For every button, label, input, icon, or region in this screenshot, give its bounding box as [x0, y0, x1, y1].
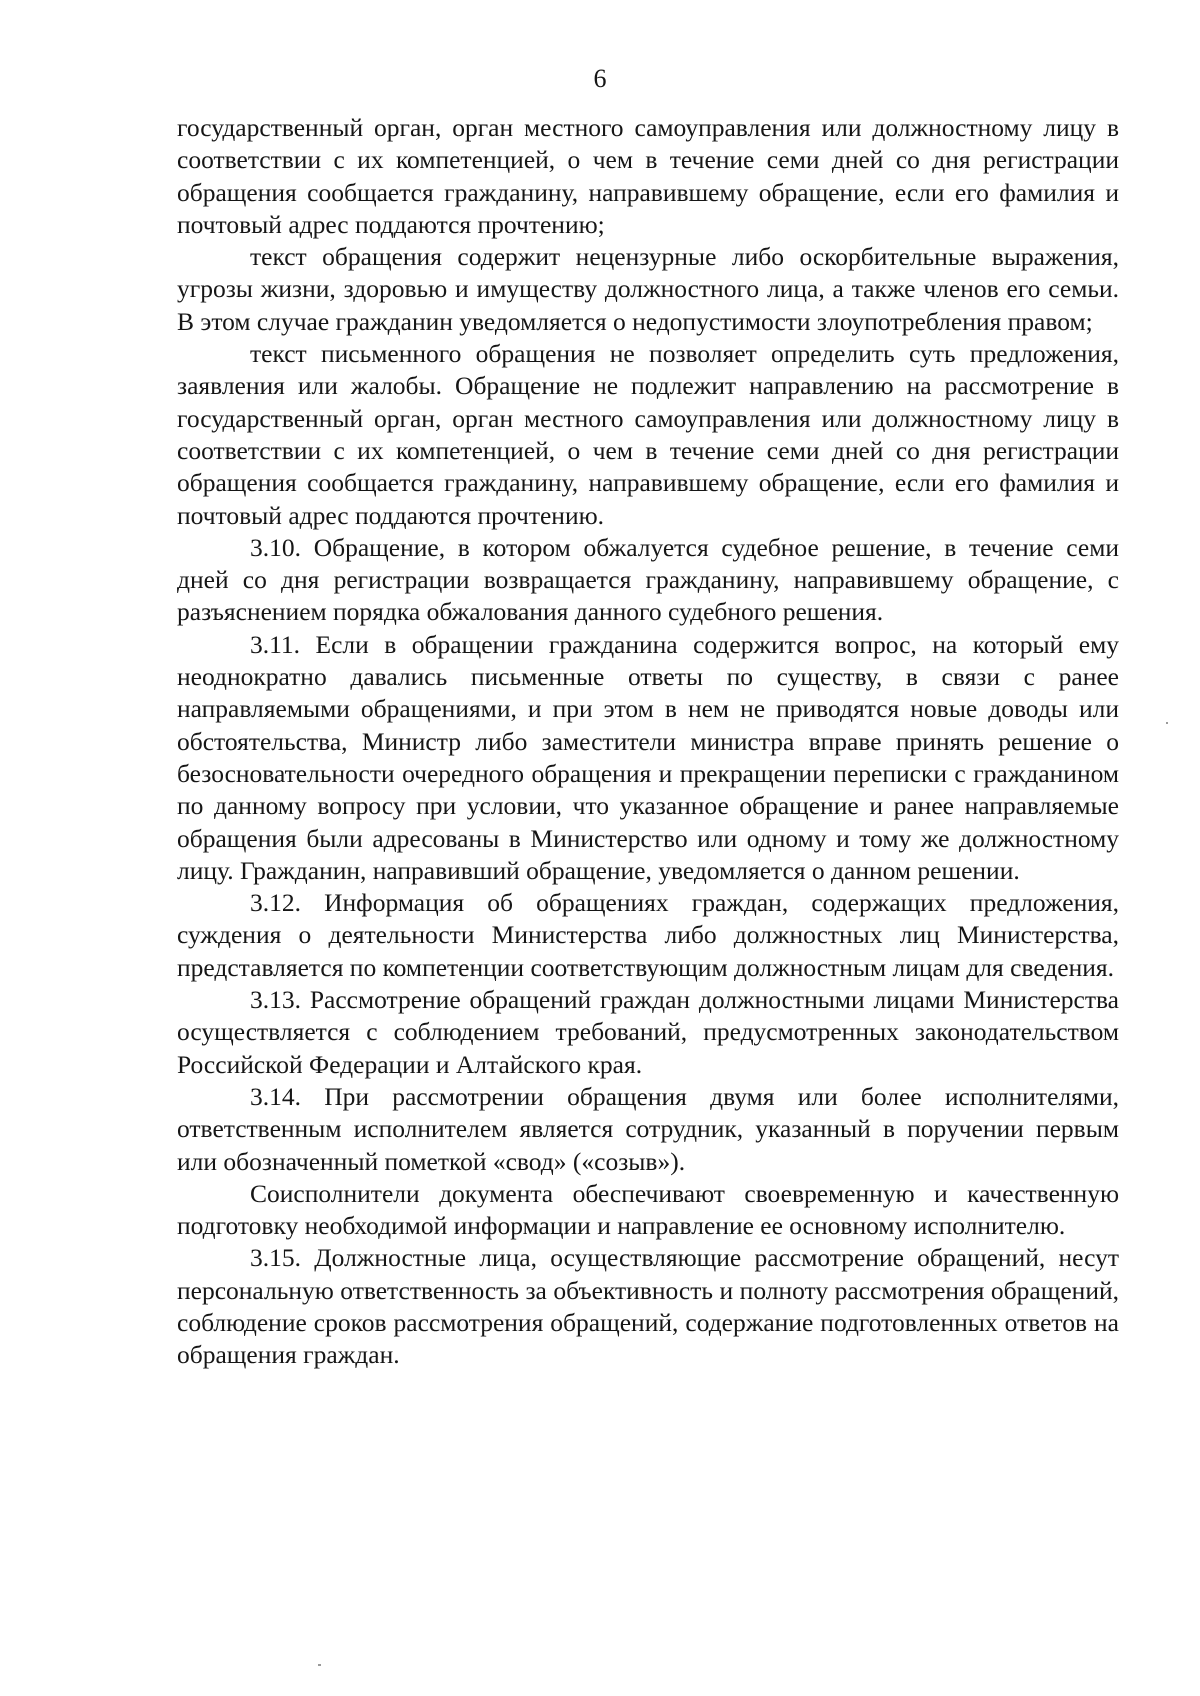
scan-speck: [318, 1664, 321, 1666]
paragraph-3-10: 3.10. Обращение, в котором обжалуется судебное решение, в течение семи дней со дня регистрации возвращается гражданину, направившему обращение, с разъяснением порядка обжалования данного судебного решения.: [177, 532, 1119, 627]
paragraph-3-14: 3.14. При рассмотрении обращения двумя или более исполнителями, ответственным исполнителем является сотрудник, указанный в поручении первым или обозначенный пометкой «свод» («созыв»).: [177, 1081, 1119, 1176]
paragraph-co-executors: Соисполнители документа обеспечивают своевременную и качественную подготовку необходимой информации и направление ее основному исполнителю.: [177, 1178, 1119, 1241]
page-number: 6: [593, 64, 607, 93]
paragraph-continuation: государственный орган, орган местного самоуправления или должностному лицу в соответствии с их компетенцией, о чем в течение семи дней со дня регистрации обращения сообщается гражданину, направившему обращение, если его фамилия и почтовый адрес поддаются прочтению;: [177, 113, 1119, 239]
paragraph-3-13: 3.13. Рассмотрение обращений граждан должностными лицами Министерства осуществляется с соблюдением требований, предусмотренных законодательством Российской Федерации и Алтайского края.: [177, 985, 1119, 1079]
paragraph-unclear-text: текст письменного обращения не позволяет определить суть предложения, заявления или жалобы. Обращение не подлежит направлению на рассмотрение в государственный орган, орган местного самоуправления или должностному лицу в соответствии с их компетенцией, о чем в течение семи дней со дня регистрации обращения сообщается гражданину, направившему обращение, если его фамилия и почтовый адрес поддаются прочтению.: [177, 339, 1119, 530]
paragraph-3-11: 3.11. Если в обращении гражданина содержится вопрос, на который ему неоднократно давались письменные ответы по существу, в связи с ранее направляемыми обращениями, и при этом в нем не приводятся новые доводы или обстоятельства, Министр либо заместители министра вправе принять решение о безосновательности очередного обращения и прекращении переписки с гражданином по данному вопросу при условии, что указанное обращение и ранее направляемые обращения были адресованы в Министерство или одному и тому же должностному лицу. Гражданин, направивший обращение, уведомляется о данном решении.: [177, 629, 1119, 885]
scan-speck: [1166, 722, 1168, 724]
document-body: [177, 112, 1119, 1372]
paragraph-3-15: 3.15. Должностные лица, осуществляющие рассмотрение обращений, несут персональную ответственность за объективность и полноту рассмотрения обращений, соблюдение сроков рассмотрения обращений, содержание подготовленных ответов на обращения граждан.: [177, 1243, 1119, 1370]
paragraph-obscene-text: текст обращения содержит нецензурные либо оскорбительные выражения, угрозы жизни, здоровью и имуществу должностного лица, а также членов его семьи. В этом случае гражданин уведомляется о недопустимости злоупотребления правом;: [177, 242, 1119, 336]
paragraph-3-12: 3.12. Информация об обращениях граждан, содержащих предложения, суждения о деятельности Министерства либо должностных лиц Министерства, представляется по компетенции соответствующим должностным лицам для сведения.: [177, 888, 1119, 982]
